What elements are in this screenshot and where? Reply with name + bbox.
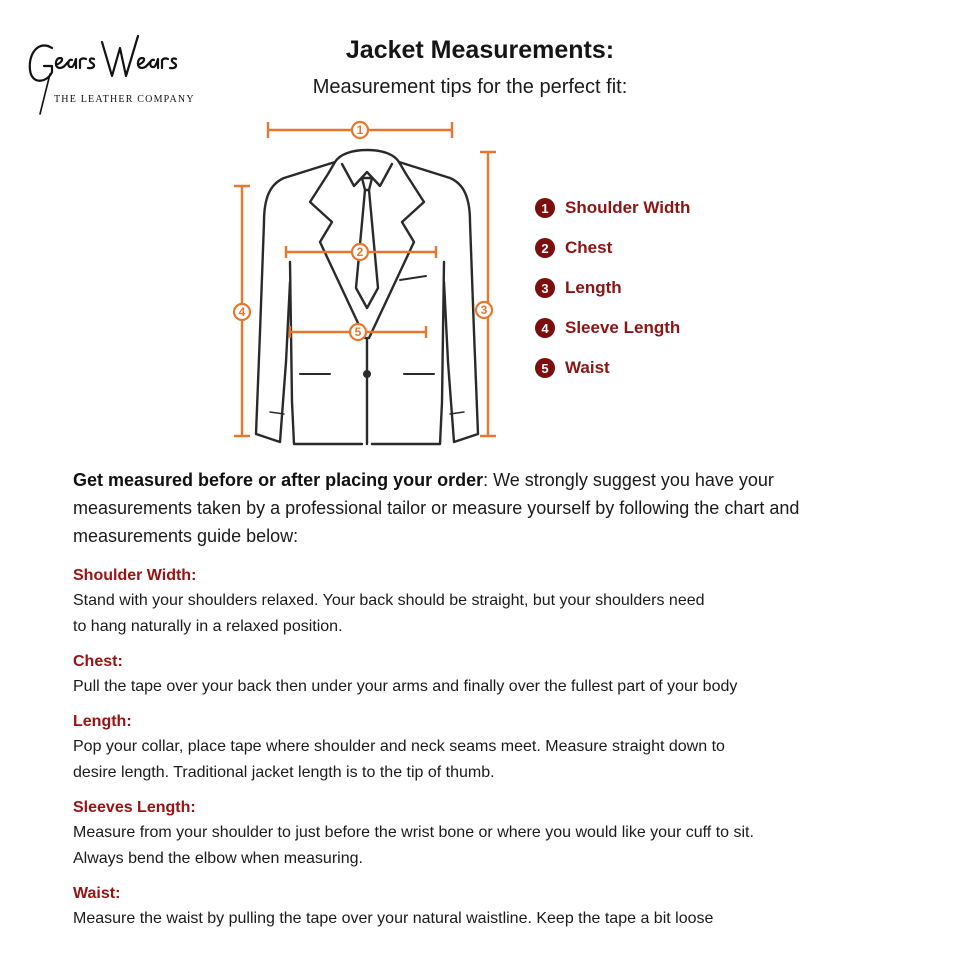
legend-label: Sleeve Length (565, 318, 681, 337)
svg-text:1: 1 (356, 123, 364, 137)
measurement-legend (535, 188, 690, 388)
legend-number: 1 (535, 198, 555, 218)
brand-logo (22, 18, 222, 118)
legend-number: 2 (535, 238, 555, 258)
marker-1 (352, 122, 368, 138)
page-subtitle-text: Measurement tips for the perfect fit: (312, 76, 628, 98)
legend-label: Waist (565, 358, 610, 377)
measurement-guide (73, 564, 903, 942)
legend-number: 3 (535, 278, 555, 298)
section-waist (73, 882, 903, 932)
legend-number: 4 (535, 318, 555, 338)
jacket-outline (256, 150, 478, 444)
intro-paragraph (73, 466, 893, 550)
section-title: Waist: (73, 885, 121, 902)
section-length (73, 710, 903, 786)
section-title: Sleeves Length: (73, 799, 196, 816)
svg-text:3: 3 (480, 303, 488, 317)
logo-tagline: THE LEATHER COMPANY (54, 94, 195, 105)
marker-4 (234, 304, 250, 320)
measurement-lines (234, 122, 496, 436)
section-title: Length: (73, 713, 132, 730)
svg-text:5: 5 (354, 325, 362, 339)
section-body: Pop your collar, place tape where shoulder and neck seams meet. Measure straight down to desire length. Traditional jacket length is to the tip of thumb. (73, 738, 725, 781)
jacket-button (363, 370, 371, 378)
legend-label: Chest (565, 238, 613, 257)
section-title: Chest: (73, 653, 123, 670)
section-body: Pull the tape over your back then under your arms and finally over the fullest part of your body (73, 678, 738, 695)
svg-text:4: 4 (238, 305, 246, 319)
section-body: Stand with your shoulders relaxed. Your back should be straight, but your shoulders need to hang naturally in a relaxed position. (73, 592, 705, 635)
page-subtitle (0, 76, 940, 99)
jacket-diagram (222, 112, 512, 452)
intro-bold: Get measured before or after placing your order (73, 470, 484, 490)
section-body: Measure the waist by pulling the tape over your natural waistline. Keep the tape a bit loose (73, 910, 714, 927)
legend-label: Shoulder Width (565, 198, 691, 217)
section-sleeves-length (73, 796, 903, 872)
section-title: Shoulder Width: (73, 567, 197, 584)
marker-3 (476, 302, 492, 318)
legend-item-shoulder-width (535, 188, 690, 228)
legend-item-sleeve-length (535, 308, 690, 348)
legend-label: Length (565, 278, 622, 297)
marker-5 (350, 324, 366, 340)
section-body: Measure from your shoulder to just before the wrist bone or where you would like your cuff to sit. Always bend the elbow when measuring. (73, 824, 754, 867)
legend-number: 5 (535, 358, 555, 378)
legend-item-chest (535, 228, 690, 268)
marker-2 (352, 244, 368, 260)
intro-text: : We strongly suggest you have your measurements taken by a professional tailor or measure yourself by following the chart and measurements guide below: (73, 470, 800, 546)
page-title-text: Jacket Measurements: (345, 36, 615, 64)
legend-item-waist (535, 348, 690, 388)
section-shoulder-width (73, 564, 903, 640)
legend-item-length (535, 268, 690, 308)
svg-text:2: 2 (356, 245, 364, 259)
page-title (0, 36, 940, 65)
section-chest (73, 650, 903, 700)
